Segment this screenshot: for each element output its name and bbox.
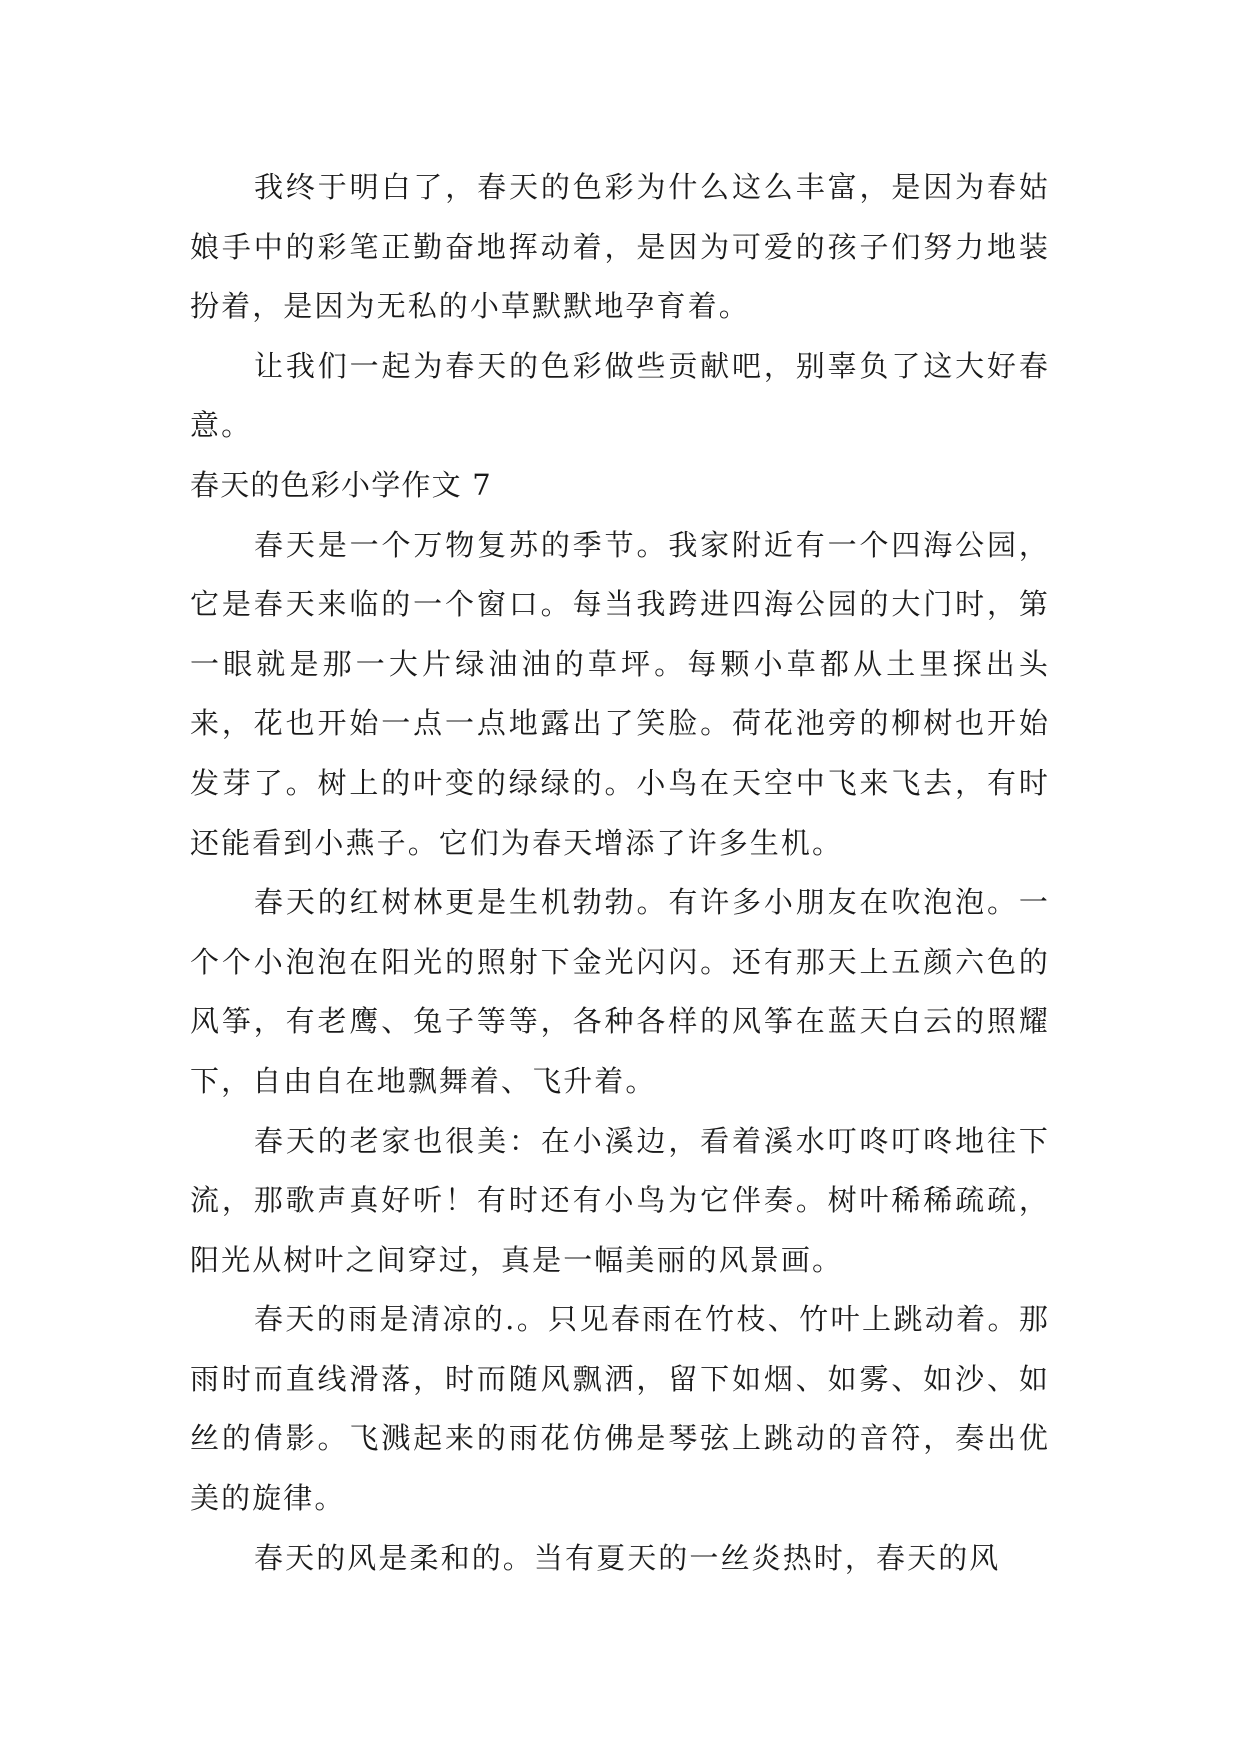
essay-heading: 春天的色彩小学作文 7 [190, 467, 492, 502]
paragraph-mangrove: 春天的红树林更是生机勃勃。有许多小朋友在吹泡泡。一个个小泡泡在阳光的照射下金光闪闪。还有那天上五颜六色的风筝，有老鹰、兔子等等，各种各样的风筝在蓝天白云的照耀下，自由自在地飘舞着、飞升着。 [190, 885, 1050, 1098]
paragraph-hometown: 春天的老家也很美：在小溪边，看着溪水叮咚叮咚地往下流，那歌声真好听！有时还有小鸟为它伴奏。树叶稀稀疏疏，阳光从树叶之间穿过，真是一幅美丽的风景画。 [190, 1123, 1050, 1277]
paragraph-wind: 春天的风是柔和的。当有夏天的一丝炎热时，春天的风 [254, 1540, 1001, 1575]
paragraph-park: 春天是一个万物复苏的季节。我家附近有一个四海公园，它是春天来临的一个窗口。每当我跨进四海公园的大门时，第一眼就是那一大片绿油油的草坪。每颗小草都从土里探出头来，花也开始一点一点地露出了笑脸。荷花池旁的柳树也开始发芽了。树上的叶变的绿绿的。小鸟在天空中飞来飞去，有时还能看到小燕子。它们为春天增添了许多生机。 [190, 527, 1050, 860]
paragraph-rain: 春天的雨是清凉的.。只见春雨在竹枝、竹叶上跳动着。那雨时而直线滑落，时而随风飘洒，留下如烟、如雾、如沙、如丝的倩影。飞溅起来的雨花仿佛是琴弦上跳动的音符，奏出优美的旋律。 [190, 1302, 1050, 1516]
paragraph-call-to-action: 让我们一起为春天的色彩做些贡献吧，别辜负了这大好春意。 [190, 348, 1050, 443]
document-body [190, 158, 1050, 1588]
paragraph-conclusion: 我终于明白了，春天的色彩为什么这么丰富，是因为春姑娘手中的彩笔正勤奋地挥动着，是因为可爱的孩子们努力地装扮着，是因为无私的小草默默地孕育着。 [190, 170, 1050, 324]
